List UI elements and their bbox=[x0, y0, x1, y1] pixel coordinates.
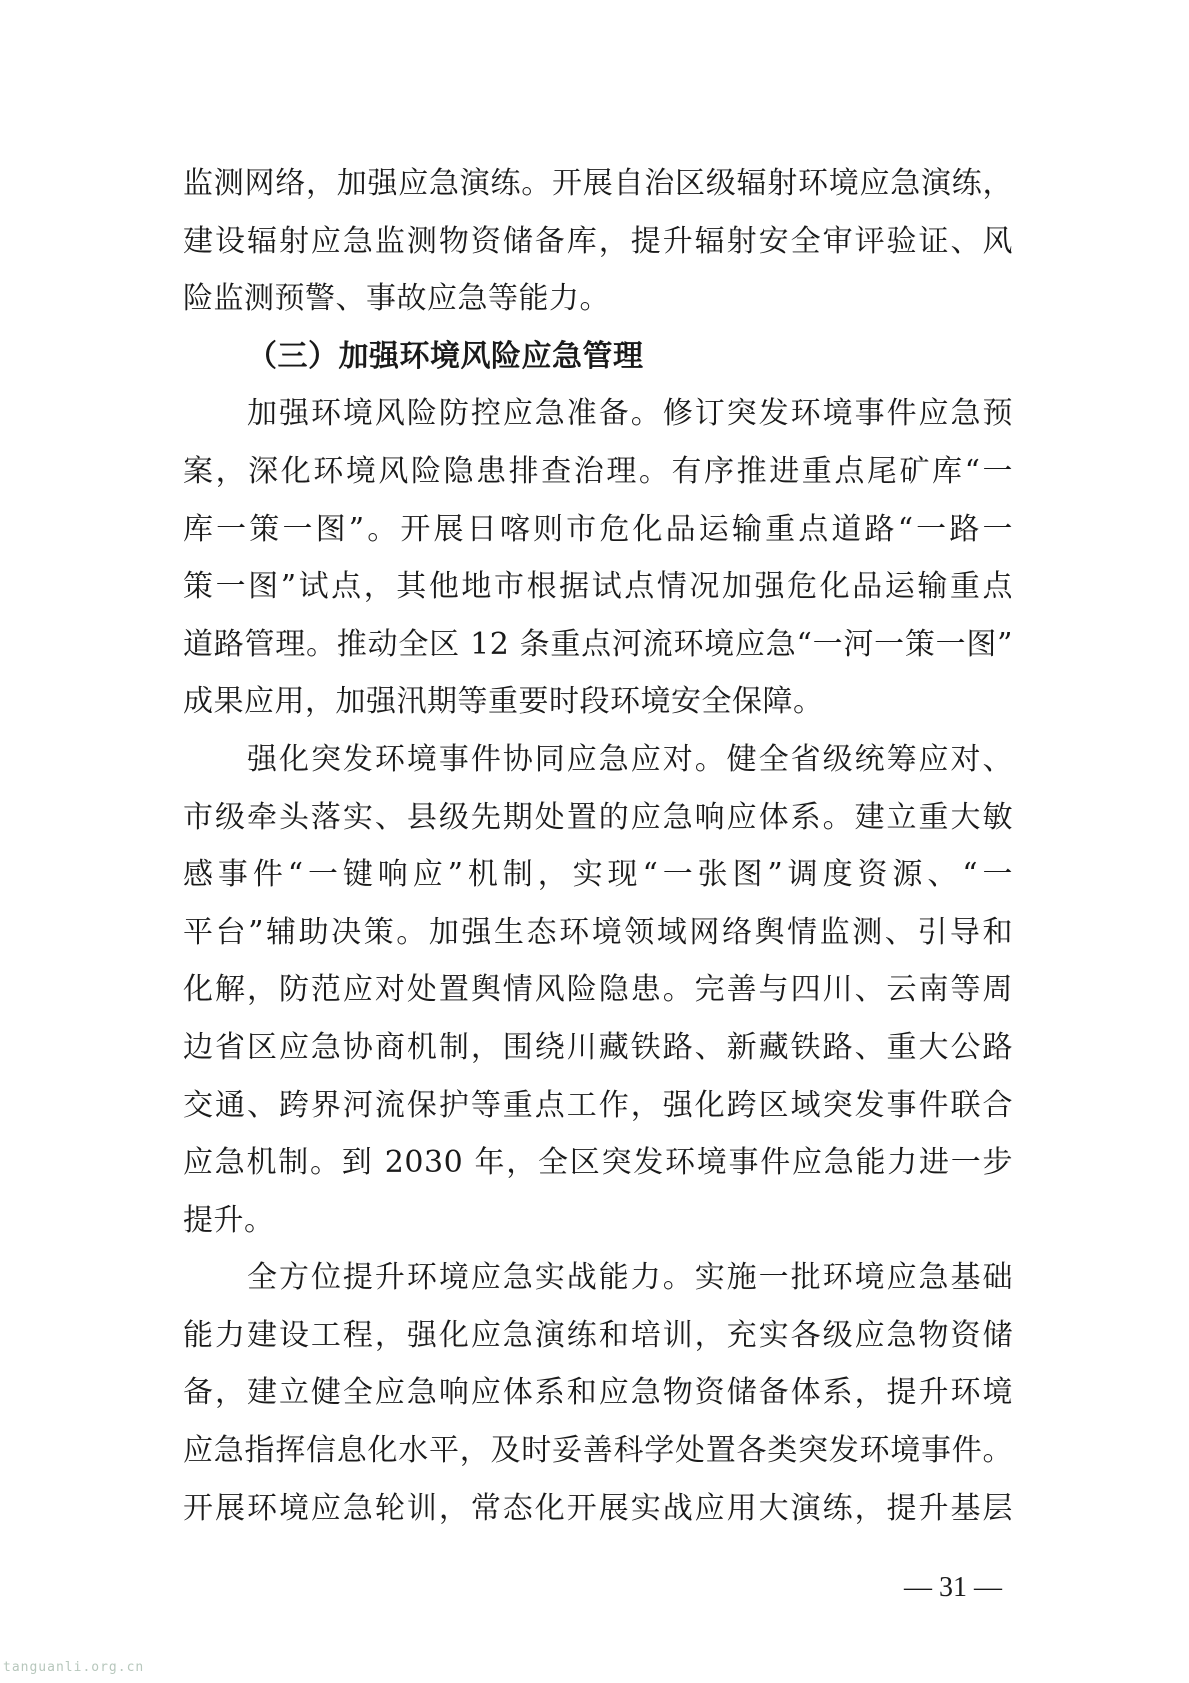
text-line: 市级牵头落实、县级先期处置的应急响应体系。建立重大敏 bbox=[183, 799, 1013, 835]
text-line: 库一策一图”。开展日喀则市危化品运输重点道路“一路一 bbox=[183, 511, 1013, 547]
text-line: 案，深化环境风险隐患排查治理。有序推进重点尾矿库“一 bbox=[183, 453, 1013, 489]
text-line: 开展环境应急轮训，常态化开展实战应用大演练，提升基层 bbox=[183, 1490, 1013, 1526]
text-line: 感事件“一键响应”机制，实现“一张图”调度资源、“一 bbox=[183, 857, 1013, 893]
text-line: 险监测预警、事故应急等能力。 bbox=[183, 281, 610, 317]
page-number: — 31 — bbox=[904, 1572, 1002, 1603]
text-line: 成果应用，加强汛期等重要时段环境安全保障。 bbox=[183, 684, 824, 720]
text-line: 应急机制。到 2030 年，全区突发环境事件应急能力进一步 bbox=[183, 1145, 1013, 1181]
text-line: 交通、跨界河流保护等重点工作，强化跨区域突发事件联合 bbox=[183, 1087, 1013, 1123]
text-line: 策一图”试点，其他地市根据试点情况加强危化品运输重点 bbox=[183, 569, 1013, 605]
text-line: 能力建设工程，强化应急演练和培训，充实各级应急物资储 bbox=[183, 1317, 1013, 1353]
section-heading: （三）加强环境风险应急管理 bbox=[247, 338, 644, 374]
text-line: 监测网络，加强应急演练。开展自治区级辐射环境应急演练， bbox=[183, 166, 1013, 201]
text-line: 全方位提升环境应急实战能力。实施一批环境应急基础 bbox=[247, 1260, 1013, 1296]
text-line: 平台”辅助决策。加强生态环境领域网络舆情监测、引导和 bbox=[183, 914, 1013, 950]
text-line: 建设辐射应急监测物资储备库，提升辐射安全审评验证、风 bbox=[183, 223, 1013, 259]
text-line: 道路管理。推动全区 12 条重点河流环境应急“一河一策一图” bbox=[183, 626, 1013, 662]
text-line: 应急指挥信息化水平，及时妥善科学处置各类突发环境事件。 bbox=[183, 1433, 1013, 1469]
watermark: tanguanli.org.cn bbox=[3, 1660, 145, 1675]
text-line: 提升。 bbox=[183, 1202, 275, 1238]
text-line: 加强环境风险防控应急准备。修订突发环境事件应急预 bbox=[247, 396, 1013, 432]
text-line: 备，建立健全应急响应体系和应急物资储备体系，提升环境 bbox=[183, 1375, 1013, 1411]
text-line: 边省区应急协商机制，围绕川藏铁路、新藏铁路、重大公路 bbox=[183, 1029, 1013, 1065]
text-line: 强化突发环境事件协同应急应对。健全省级统筹应对、 bbox=[247, 741, 1013, 777]
body-text bbox=[183, 155, 1013, 1537]
text-line: 化解，防范应对处置舆情风险隐患。完善与四川、云南等周 bbox=[183, 972, 1013, 1008]
